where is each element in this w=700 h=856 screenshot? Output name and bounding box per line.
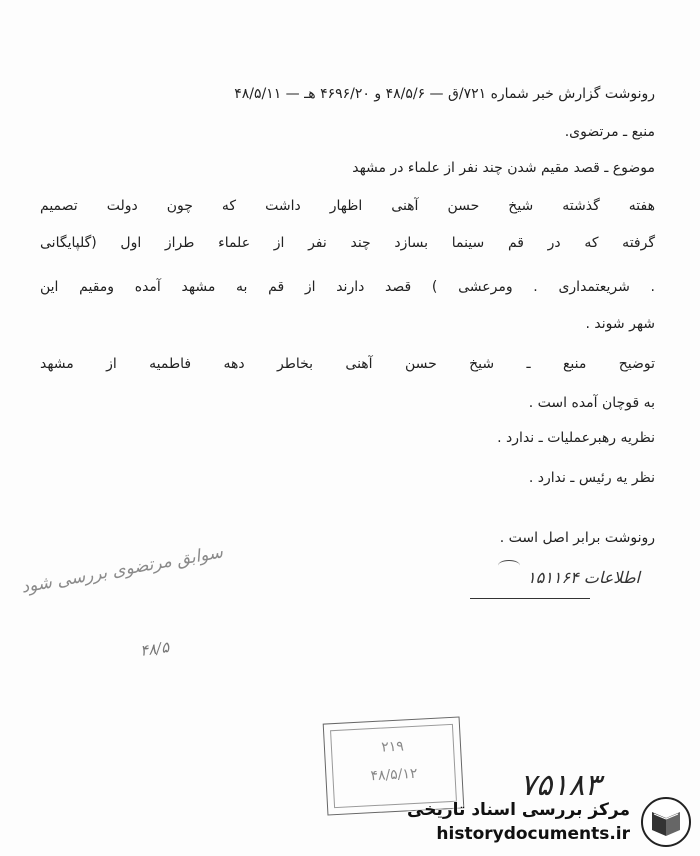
copy-statement: رونوشت برابر اصل است . [499,530,655,546]
body-line: . شریعتمداری . ومرعشی ) قصد دارند از قم به مشهد آمده ومقیم این [40,279,655,295]
explanation-line: توضیح منبع ـ شیخ حسن آهنی بخاطر دهه فاطمیه از مشهد [40,356,655,372]
handwritten-code: اطلاعات ۱۵۱۱۶۴ [527,568,640,587]
subject-line: موضوع ـ قصد مقیم شدن چند نفر از علماء در مشهد [352,160,655,176]
explanation-line: به قوچان آمده است . [528,395,655,411]
page-number: ۷۵۱۸۳ [520,768,601,803]
stamp-date: ۴۸/۵/۱۲ [370,765,418,785]
body-line: شهر شوند . [585,316,655,332]
body-line: هفته گذشته شیخ حسن آهنی اظهار داشت که چون دولت تصمیم [40,198,655,214]
handwritten-mark [498,560,520,571]
department-opinion: نظر یه رئیس ـ ندارد . [528,470,655,486]
source-line: منبع ـ مرتضوی. [564,124,655,140]
handwritten-number: ۴۸/۵ [138,638,171,660]
watermark-name: مرکز بررسی اسناد تاریخی [407,800,630,820]
book-logo-icon [640,796,692,848]
handwritten-note: سوابق مرتضوی بررسی شود [19,542,225,598]
handwritten-underline [470,598,590,599]
stamp-number: ۲۱۹ [380,738,405,756]
body-line: گرفته که در قم سینما بسازد چند نفر از علماء طراز اول (گلپایگانی [40,235,655,251]
operations-opinion: نظریه رهبرعملیات ـ ندارد . [497,430,655,446]
report-header: رونوشت گزارش خبر شماره ۷۲۱/ق — ۴۸/۵/۶ و ۴۶۹۶/۲۰ هـ — ۴۸/۵/۱۱ [234,86,655,102]
watermark-url: historydocuments.ir [436,824,630,844]
